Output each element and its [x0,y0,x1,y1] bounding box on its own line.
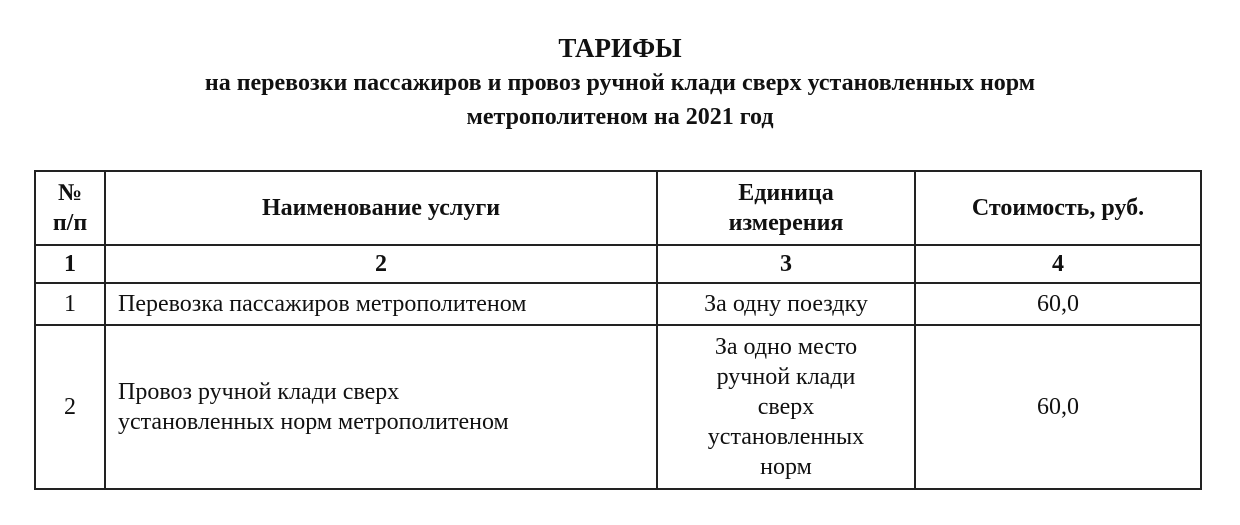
header-unit: Единица измерения [657,171,915,245]
column-number: 4 [915,245,1201,283]
column-number: 1 [35,245,105,283]
document-subtitle-line2: метрополитеном на 2021 год [466,104,774,130]
column-number: 2 [105,245,657,283]
tariffs-table [34,170,1202,490]
header-number: № п/п [35,171,105,245]
table-row [35,325,1201,489]
document-heading [0,30,1240,134]
document-title: ТАРИФЫ [558,33,682,63]
table-header-row [35,171,1201,245]
table-row [35,283,1201,325]
service-name: Провоз ручной клади сверх установленных норм метрополитеном [105,325,657,489]
column-number-row [35,245,1201,283]
document-subtitle-line1: на перевозки пассажиров и провоз ручной клади сверх установленных норм [204,70,1036,96]
header-cost: Стоимость, руб. [915,171,1201,245]
cost-value: 60,0 [915,325,1201,489]
row-number: 1 [35,283,105,325]
unit-of-measure: За одно место ручной клади сверх установленных норм [657,325,915,489]
column-number: 3 [657,245,915,283]
cost-value: 60,0 [915,283,1201,325]
header-service-name: Наименование услуги [105,171,657,245]
unit-of-measure: За одну поездку [657,283,915,325]
service-name: Перевозка пассажиров метрополитеном [105,283,657,325]
row-number: 2 [35,325,105,489]
